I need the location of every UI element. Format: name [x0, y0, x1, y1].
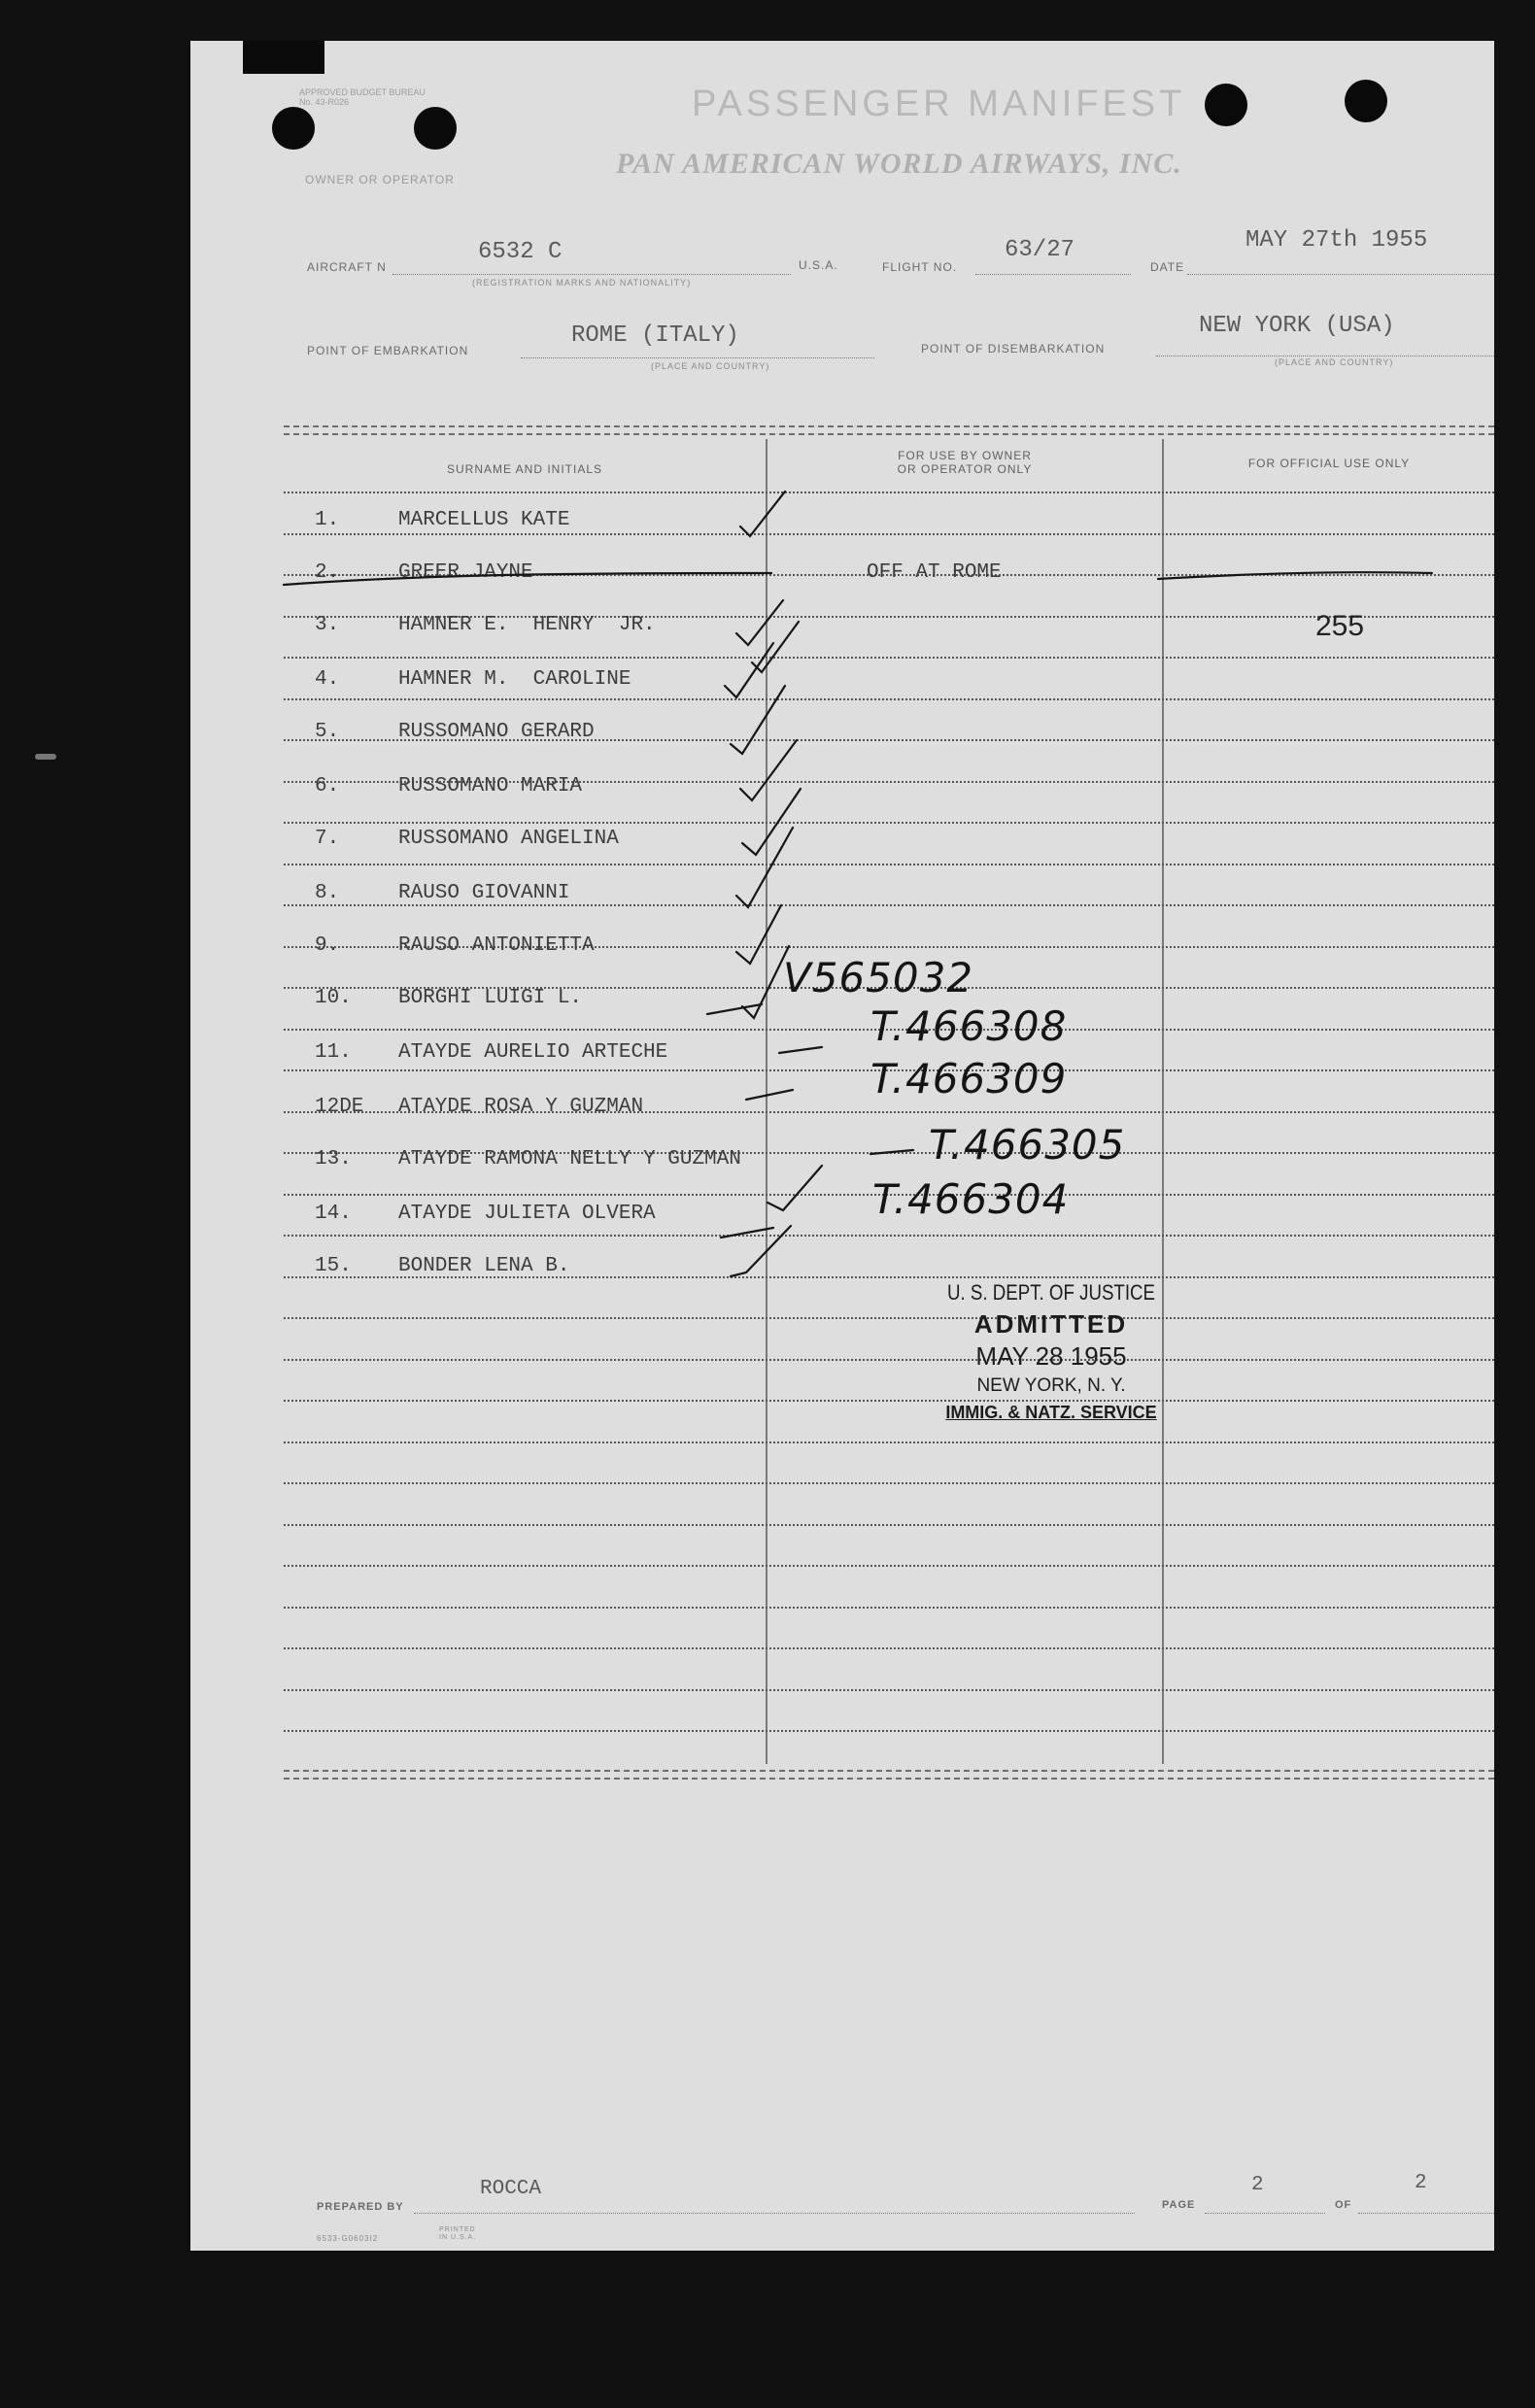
row-line: [284, 1730, 1494, 1732]
flight-prefix: U.S.A.: [799, 258, 838, 272]
prepared-value: ROCCA: [480, 2178, 542, 2200]
owner-column-header-line2: OR OPERATOR ONLY: [897, 462, 1033, 476]
admitted-stamp: [915, 1280, 1187, 1423]
row-line: [284, 1317, 1494, 1319]
passenger-name: RAUSO GIOVANNI: [398, 882, 570, 904]
of-label: OF: [1335, 2199, 1352, 2211]
passenger-name: ATAYDE JULIETA OLVERA: [398, 1203, 656, 1225]
handwritten-note-row-11: T.466308: [870, 1002, 1068, 1050]
punch-hole-left-1: [272, 107, 315, 150]
dash-mark: [707, 1004, 762, 1014]
passenger-name: RUSSOMANO GERARD: [398, 721, 595, 743]
stamp-line-1: U. S. DEPT. OF JUSTICE: [946, 1280, 1156, 1305]
handwritten-note-row-14: T.466304: [872, 1175, 1070, 1223]
row-line: [284, 1235, 1494, 1237]
passenger-name: BONDER LENA B.: [398, 1255, 570, 1277]
stamp-line-3: MAY 28 1955: [975, 1341, 1127, 1371]
manifest-page: [190, 41, 1494, 2251]
row-number: 10.: [315, 987, 352, 1009]
owner-note: OFF AT ROME: [867, 561, 1002, 584]
row-line: [284, 533, 1494, 535]
check-mark: [740, 740, 797, 800]
page-label: PAGE: [1162, 2199, 1196, 2211]
table-bottom-rule-2: [284, 1778, 1494, 1780]
row-line: [284, 492, 1494, 493]
check-mark: [736, 600, 783, 645]
row-line: [284, 864, 1494, 865]
row-line: [284, 1400, 1494, 1402]
flight-label: FLIGHT NO.: [882, 260, 958, 274]
check-mark: [768, 1166, 822, 1210]
row-line: [284, 1524, 1494, 1526]
punch-hole-left-2: [414, 107, 457, 150]
check-mark: [752, 622, 799, 672]
row-line: [284, 1482, 1494, 1484]
table-top-rule-2: [284, 433, 1494, 435]
row-number: 14.: [315, 1203, 352, 1225]
aircraft-value: 6532 C: [478, 239, 563, 265]
date-label: DATE: [1150, 260, 1185, 274]
dash-mark: [746, 1090, 793, 1100]
aircraft-underline: [392, 274, 791, 275]
row-number: 3.: [315, 614, 340, 636]
of-underline: [1358, 2213, 1494, 2214]
embark-label: POINT OF EMBARKATION: [307, 344, 469, 357]
passenger-name: GREER JAYNE: [398, 561, 533, 584]
prepared-label: PREPARED BY: [317, 2201, 404, 2213]
flight-underline: [975, 274, 1131, 275]
prepared-underline: [414, 2213, 1135, 2214]
approval-note: APPROVED BUDGET BUREAU No. 43-R026: [299, 87, 426, 107]
passenger-name: RUSSOMANO ANGELINA: [398, 828, 619, 850]
form-title: PASSENGER MANIFEST: [692, 84, 1186, 124]
row-line: [284, 1441, 1494, 1443]
aircraft-label: AIRCRAFT N: [307, 260, 387, 274]
check-mark: [736, 828, 793, 907]
row-line: [284, 822, 1494, 824]
punch-hole-right-2: [1345, 80, 1387, 122]
passenger-name: BORGHI LUIGI L.: [398, 987, 583, 1009]
passenger-name: HAMNER E. HENRY JR.: [398, 614, 656, 636]
dash-mark: [779, 1047, 822, 1053]
row-line: [284, 1359, 1494, 1361]
owner-column-header-line1: FOR USE BY OWNER: [898, 449, 1032, 462]
row-number: 9.: [315, 934, 340, 957]
stamp-line-5: IMMIG. & NATZ. SERVICE: [945, 1403, 1157, 1422]
row-number: 2.: [315, 561, 340, 584]
embark-underline: [521, 357, 874, 358]
check-mark: [736, 905, 781, 964]
surname-column-header: SURNAME AND INITIALS: [446, 462, 603, 476]
passenger-name: HAMNER M. CAROLINE: [398, 668, 631, 691]
check-marks: [190, 41, 1494, 2251]
row-line: [284, 698, 1494, 700]
page-underline: [1205, 2213, 1325, 2214]
owner-operator-name: PAN AMERICAN WORLD AIRWAYS, INC.: [616, 148, 1182, 180]
page-value: 2: [1251, 2174, 1264, 2196]
row-line: [284, 1565, 1494, 1567]
row-line: [284, 657, 1494, 659]
disembark-value: NEW YORK (USA): [1199, 313, 1395, 339]
row-number: 11.: [315, 1041, 352, 1064]
aircraft-sub: (REGISTRATION MARKS AND NATIONALITY): [472, 278, 692, 288]
passenger-name: RUSSOMANO MARIA: [398, 775, 583, 797]
of-value: 2: [1415, 2172, 1427, 2194]
row-line: [284, 1647, 1494, 1649]
official-column-header: FOR OFFICIAL USE ONLY: [1247, 457, 1411, 470]
punch-hole-right-1: [1205, 84, 1247, 126]
footer-printer: PRINTED IN U.S.A.: [439, 2226, 477, 2241]
table-bottom-rule: [284, 1770, 1494, 1772]
row-line: [284, 1607, 1494, 1609]
official-number: 255: [1315, 610, 1365, 642]
date-value: MAY 27th 1955: [1245, 227, 1428, 254]
row-line: [284, 1689, 1494, 1691]
row-number: 1.: [315, 509, 340, 531]
row-number: 6.: [315, 775, 340, 797]
scan-mark: [35, 754, 56, 760]
embark-value: ROME (ITALY): [571, 322, 739, 349]
row-number: 8.: [315, 882, 340, 904]
table-top-rule: [284, 425, 1494, 427]
stamp-line-2: ADMITTED: [973, 1309, 1129, 1339]
owner-label: OWNER OR OPERATOR: [305, 173, 455, 187]
footer-code: 6533-G0603I2: [317, 2234, 379, 2243]
passenger-name: RAUSO ANTONIETTA: [398, 934, 595, 957]
passenger-name: ATAYDE AURELIO ARTECHE: [398, 1041, 668, 1064]
disembark-label: POINT OF DISEMBARKATION: [921, 342, 1106, 356]
stamp-line-4: NEW YORK, N. Y.: [976, 1375, 1126, 1396]
owner-column-header: [768, 449, 1162, 476]
row-number: 5.: [315, 721, 340, 743]
binder-clip: [243, 41, 324, 74]
passenger-name: ATAYDE ROSA Y GUZMAN: [398, 1096, 644, 1118]
disembark-sub: (PLACE AND COUNTRY): [1275, 357, 1394, 367]
row-line: [284, 904, 1494, 906]
row-number: 12DE: [315, 1096, 364, 1118]
check-mark: [731, 686, 785, 754]
row-number: 13.: [315, 1148, 352, 1170]
row-number: 7.: [315, 828, 340, 850]
row-number: 15.: [315, 1255, 352, 1277]
check-mark: [731, 1226, 791, 1276]
passenger-name: ATAYDE RAMONA NELLY Y GUZMAN: [398, 1148, 741, 1170]
date-underline: [1187, 274, 1494, 275]
passenger-name: MARCELLUS KATE: [398, 509, 570, 531]
handwritten-note-row-13: T.466305: [929, 1121, 1126, 1169]
handwritten-note-row-12: T.466309: [870, 1055, 1068, 1102]
flight-value: 63/27: [1005, 237, 1075, 263]
check-mark: [740, 492, 785, 536]
embark-sub: (PLACE AND COUNTRY): [651, 361, 770, 371]
handwritten-note-row-10: V565032: [783, 954, 974, 1001]
row-number: 4.: [315, 668, 340, 691]
